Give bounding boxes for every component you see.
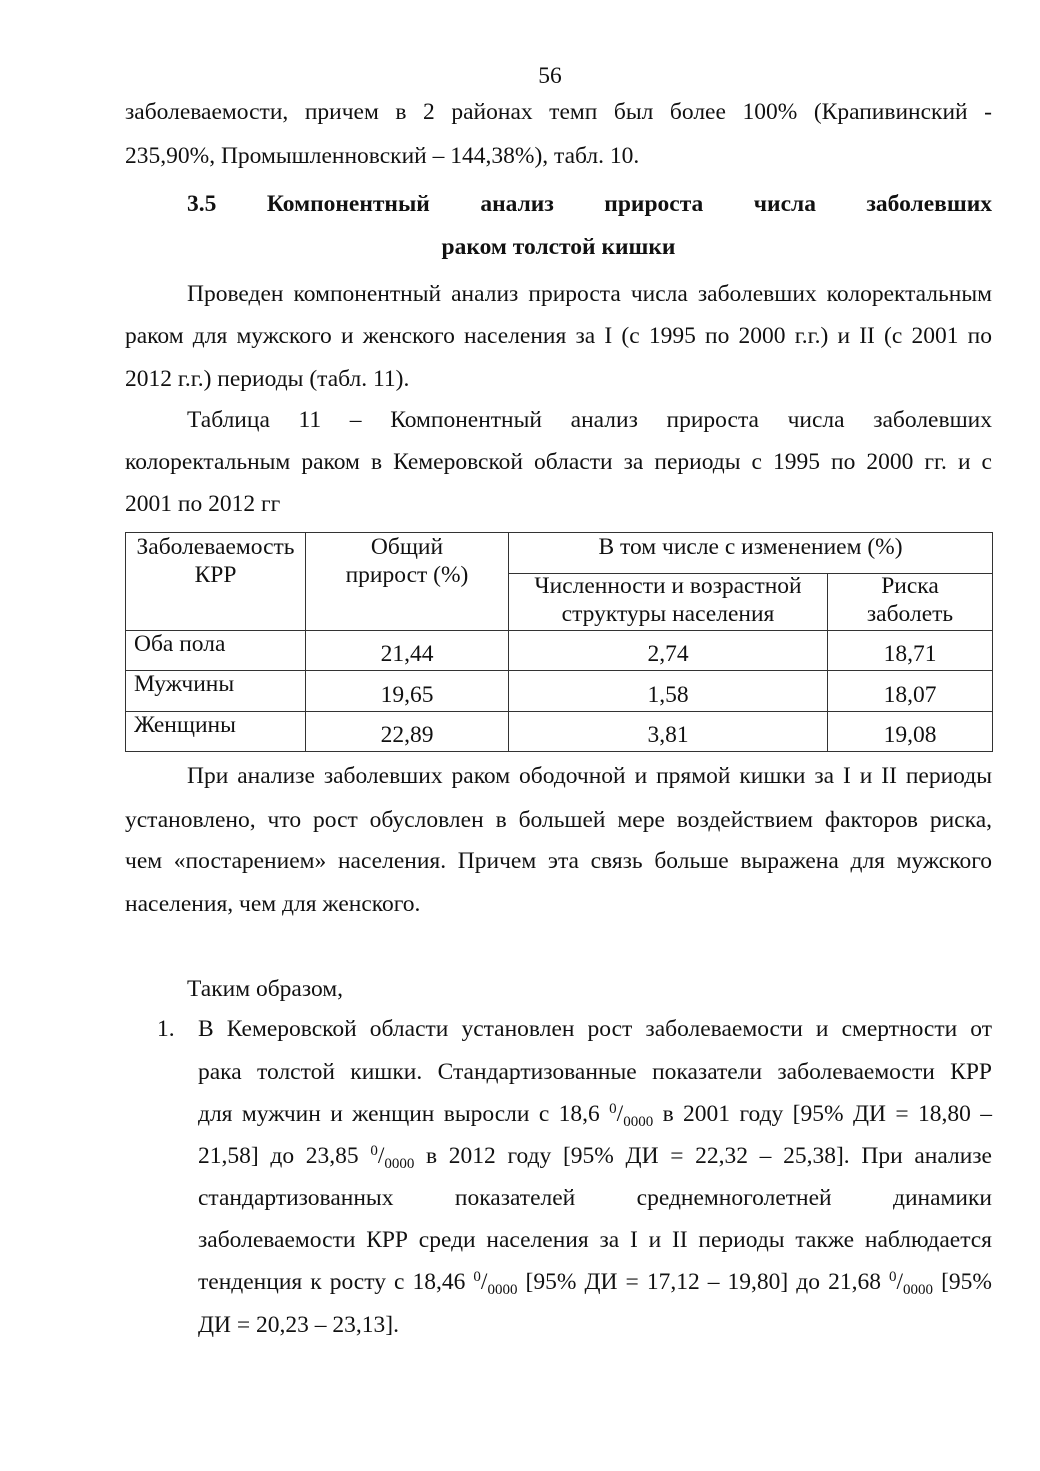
table-row <box>126 712 993 752</box>
paragraph-line: населения, чем для женского. <box>125 891 421 917</box>
list-item-line: В Кемеровской области установлен рост заболеваемости и смертности от <box>198 1016 992 1042</box>
line-segment: [95% <box>933 1269 992 1295</box>
header-population <box>509 574 828 631</box>
conclusion-lead: Таким образом, <box>187 976 344 1002</box>
intro-line: 235,90%, Промышленновский – 144,38%), табл. 10. <box>125 143 640 169</box>
table-caption-line: Таблица 11 – Компонентный анализ прироста числа заболевших <box>187 407 992 433</box>
header-text: прирост (%) <box>345 562 469 588</box>
cell-value: 19,08 <box>883 722 937 748</box>
unit-sup: 0 <box>370 1143 378 1159</box>
cell-value: 1,58 <box>647 682 689 708</box>
unit-sup: 0 <box>609 1101 617 1117</box>
line-segment: в 2001 году [95% ДИ = 18,80 – <box>653 1101 992 1127</box>
header-text: КРР <box>194 562 237 588</box>
section-heading: 3.5 Компонентный анализ прироста числа заболевших <box>187 191 992 217</box>
header-text: Заболеваемость <box>136 534 295 560</box>
cell-value: 18,71 <box>883 641 937 667</box>
paragraph-line: чем «постарением» населения. Причем эта связь больше выражена для мужского <box>125 848 992 874</box>
population-cell <box>509 712 828 752</box>
table-row <box>126 671 993 712</box>
table-caption-line: 2001 по 2012 гг <box>125 491 281 517</box>
table-header-row <box>126 533 993 574</box>
cell-value: 21,44 <box>380 641 434 667</box>
paragraph-line: установлено, что рост обусловлен в большей мере воздействием факторов риска, <box>125 807 992 833</box>
list-item-line: рака толстой кишки. Стандартизованные показатели заболеваемости КРР <box>198 1059 992 1085</box>
row-label-cell <box>126 671 306 712</box>
risk-cell <box>828 671 993 712</box>
list-item-line: ДИ = 20,23 – 23,13]. <box>198 1312 399 1338</box>
population-cell <box>509 631 828 671</box>
line-segment: в 2012 году [95% ДИ = 22,32 – 25,38]. При анализе <box>414 1143 992 1169</box>
unit-sub: 0000 <box>623 1114 654 1130</box>
per-100000-unit <box>473 1269 518 1298</box>
population-cell <box>509 671 828 712</box>
unit-sub: 0000 <box>384 1156 415 1172</box>
risk-cell <box>828 712 993 752</box>
total-growth-cell <box>306 712 509 752</box>
total-growth-cell <box>306 631 509 671</box>
table-row <box>126 631 993 671</box>
line-segment: тенденция к росту с 18,46 <box>198 1269 474 1295</box>
line-segment: для мужчин и женщин выросли с 18,6 <box>198 1101 610 1127</box>
header-text: Численности и возрастной <box>534 573 802 599</box>
cell-value: 3,81 <box>647 722 689 748</box>
header-risk <box>828 574 993 631</box>
paragraph-line: При анализе заболевших раком ободочной и прямой кишки за I и II периоды <box>187 763 992 789</box>
table-caption-line: колоректальным раком в Кемеровской области за периоды с 1995 по 2000 гг. и с <box>125 449 992 475</box>
header-text: Общий <box>370 534 444 560</box>
unit-slash: / <box>896 1269 904 1295</box>
per-100000-unit <box>609 1101 654 1130</box>
total-growth-cell <box>306 671 509 712</box>
unit-sup: 0 <box>889 1269 897 1285</box>
row-label: Женщины <box>134 712 236 738</box>
list-item-number: 1. <box>157 1016 175 1042</box>
list-item-line <box>198 1099 992 1129</box>
unit-sub: 0000 <box>487 1282 518 1298</box>
list-item-line <box>198 1141 992 1171</box>
header-text: структуры населения <box>561 601 775 627</box>
paragraph-line: 2012 г.г.) периоды (табл. 11). <box>125 366 410 392</box>
section-heading: раком толстой кишки <box>441 234 676 260</box>
row-label-cell <box>126 631 306 671</box>
row-label: Оба пола <box>134 631 226 657</box>
header-including <box>509 533 993 574</box>
list-item-line: заболеваемости КРР среди населения за I и II периоды также наблюдается <box>198 1227 992 1253</box>
list-item-line <box>198 1267 992 1297</box>
cell-value: 18,07 <box>883 682 937 708</box>
unit-slash: / <box>616 1101 624 1127</box>
cell-value: 19,65 <box>380 682 434 708</box>
header-text: В том числе с изменением (%) <box>598 534 903 560</box>
paragraph-line: раком для мужского и женского населения за I (с 1995 по 2000 г.г.) и II (с 2001 по <box>125 323 993 349</box>
row-label: Мужчины <box>134 671 235 697</box>
intro-line: заболеваемости, причем в 2 районах темп был более 100% (Крапивинский - <box>125 99 992 125</box>
line-segment: 21,58] до 23,85 <box>198 1143 371 1169</box>
header-total-growth <box>306 533 509 631</box>
line-segment: [95% ДИ = 17,12 – 19,80] до 21,68 <box>517 1269 889 1295</box>
cell-value: 22,89 <box>380 722 434 748</box>
unit-sub: 0000 <box>903 1282 934 1298</box>
list-item-line: стандартизованных показателей среднемноголетней динамики <box>198 1185 992 1211</box>
risk-cell <box>828 631 993 671</box>
paragraph-line: Проведен компонентный анализ прироста числа заболевших колоректальным <box>187 281 992 307</box>
unit-slash: / <box>480 1269 488 1295</box>
row-label-cell <box>126 712 306 752</box>
header-incidence <box>126 533 306 631</box>
page-number: 56 <box>538 63 562 89</box>
unit-sup: 0 <box>473 1269 481 1285</box>
per-100000-unit <box>370 1143 415 1172</box>
header-text: заболеть <box>866 601 954 627</box>
per-100000-unit <box>889 1269 934 1298</box>
results-table <box>125 532 993 752</box>
unit-slash: / <box>377 1143 385 1169</box>
cell-value: 2,74 <box>647 641 689 667</box>
header-text: Риска <box>881 573 939 599</box>
